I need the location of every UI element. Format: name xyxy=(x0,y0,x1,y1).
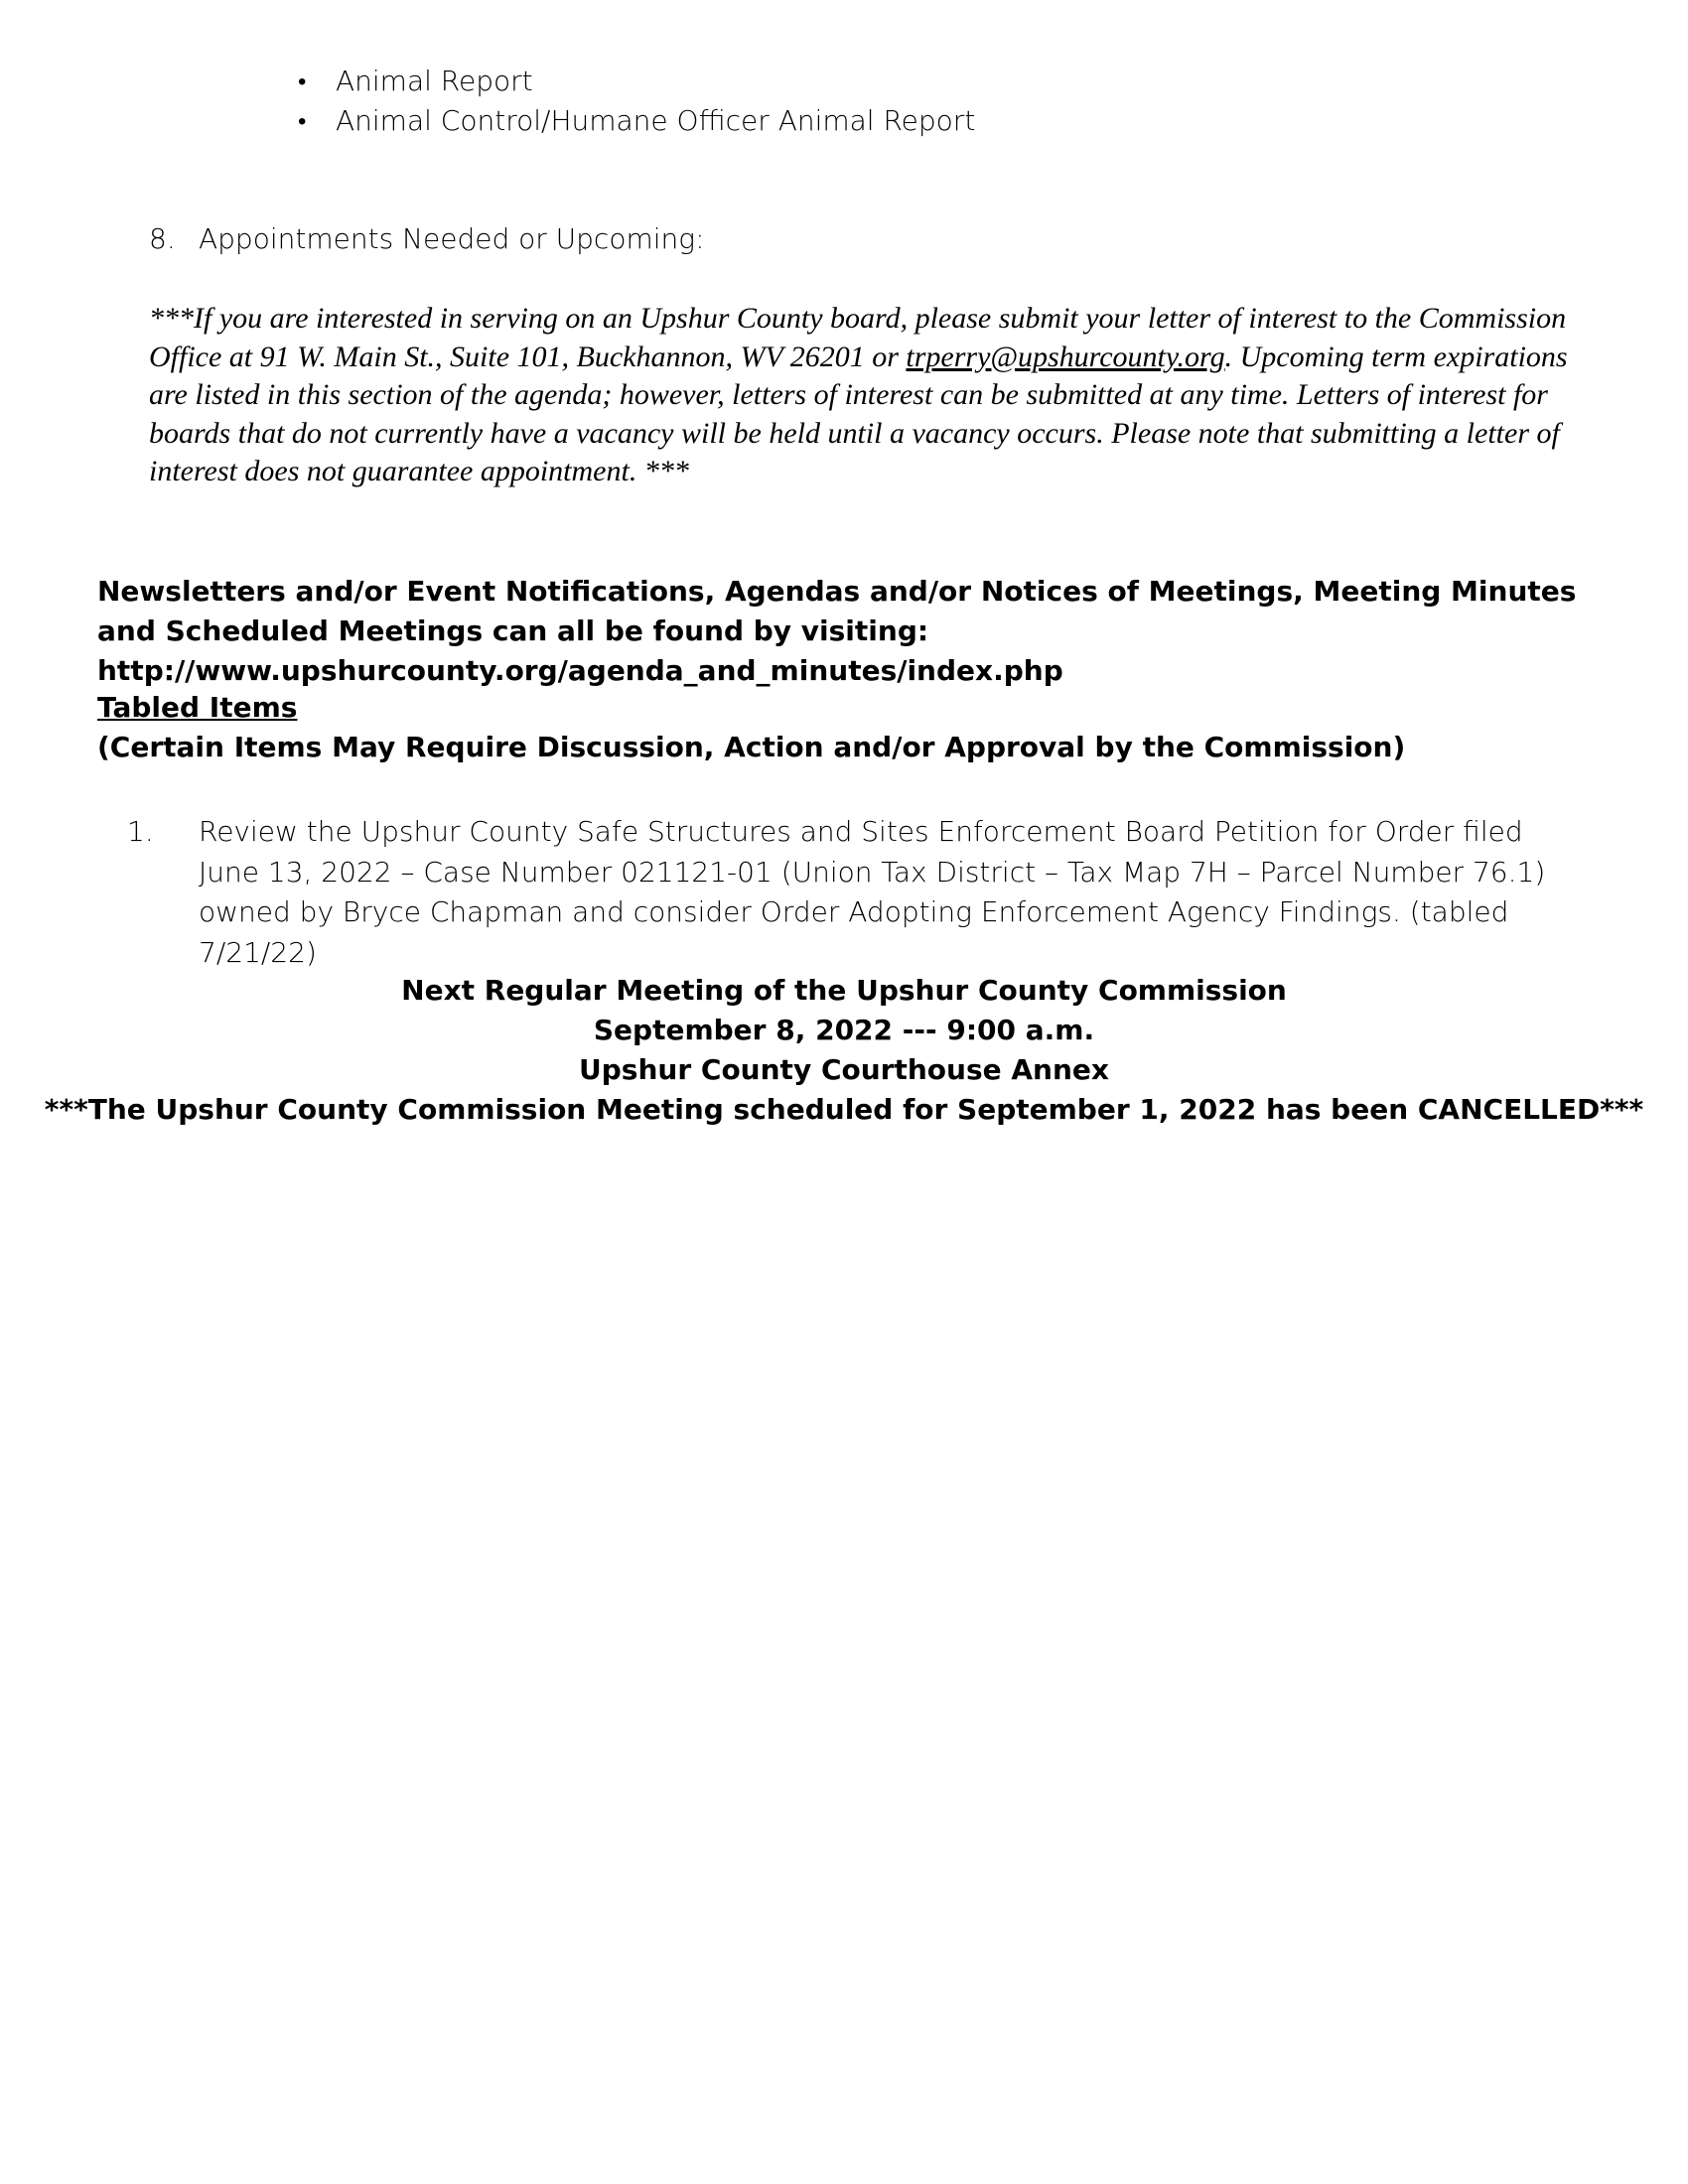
tabled-items-title: Tabled Items xyxy=(97,691,298,724)
list-item xyxy=(298,62,975,101)
list-item xyxy=(298,101,975,141)
tabled-item xyxy=(127,812,1587,973)
report-item-label: Animal Control/Humane Officer Animal Report xyxy=(336,104,976,137)
next-meeting-location: Upshur County Courthouse Annex xyxy=(579,1053,1109,1086)
next-meeting-heading: Next Regular Meeting of the Upshur County Commission xyxy=(401,974,1287,1007)
email-link[interactable]: trperry@upshurcounty.org xyxy=(906,340,1225,373)
appointments-label: Appointments Needed or Upcoming: xyxy=(199,222,705,255)
appointments-heading xyxy=(149,222,705,255)
meeting-cancellation-notice: ***The Upshur County Commission Meeting scheduled for September 1, 2022 has been CANCELLED*** xyxy=(44,1093,1644,1126)
next-meeting-block xyxy=(0,971,1688,1130)
tabled-items-subtitle: (Certain Items May Require Discussion, Action and/or Approval by the Commission) xyxy=(97,731,1406,763)
report-item-label: Animal Report xyxy=(336,65,533,97)
report-list xyxy=(298,62,975,141)
notice-text-before: ***If you are interested in serving on an Upshur County board, please submit your letter of interest to the Commission Office at 91 W. Main St., Suite 101, Buckhannon, WV 26201 or xyxy=(149,302,1567,373)
tabled-item-number: 1. xyxy=(127,815,154,848)
next-meeting-datetime: September 8, 2022 --- 9:00 a.m. xyxy=(593,1014,1095,1046)
tabled-item-text: Review the Upshur County Safe Structures and Sites Enforcement Board Petition for Order filed June 13, 2022 – Case Number 021121-01 (Union Tax District – Tax Map 7H – Parcel Number 76.1) owned by Bryce Chapman and consider Order Adopting Enforcement Agency Findings. (tabled 7/21/22) xyxy=(199,815,1546,969)
appointments-notice xyxy=(149,300,1579,491)
appointments-number: 8. xyxy=(149,222,176,255)
bullet-icon: • xyxy=(298,68,307,95)
bullet-icon: • xyxy=(298,107,307,135)
newsletters-info: Newsletters and/or Event Notifications, Agendas and/or Notices of Meetings, Meeting Minutes and Scheduled Meetings can all be found by visiting: http://www.upshurcounty.org/agenda_and_minutes/index.php xyxy=(97,575,1577,687)
notice-text-after: . Upcoming term expirations are listed in this section of the agenda; however, letters of interest can be submitted at any time. Letters of interest for boards that do not currently have a vacancy will be held until a vacancy occurs. Please note that submitting a letter of interest does not guarantee appointment. *** xyxy=(149,340,1568,487)
